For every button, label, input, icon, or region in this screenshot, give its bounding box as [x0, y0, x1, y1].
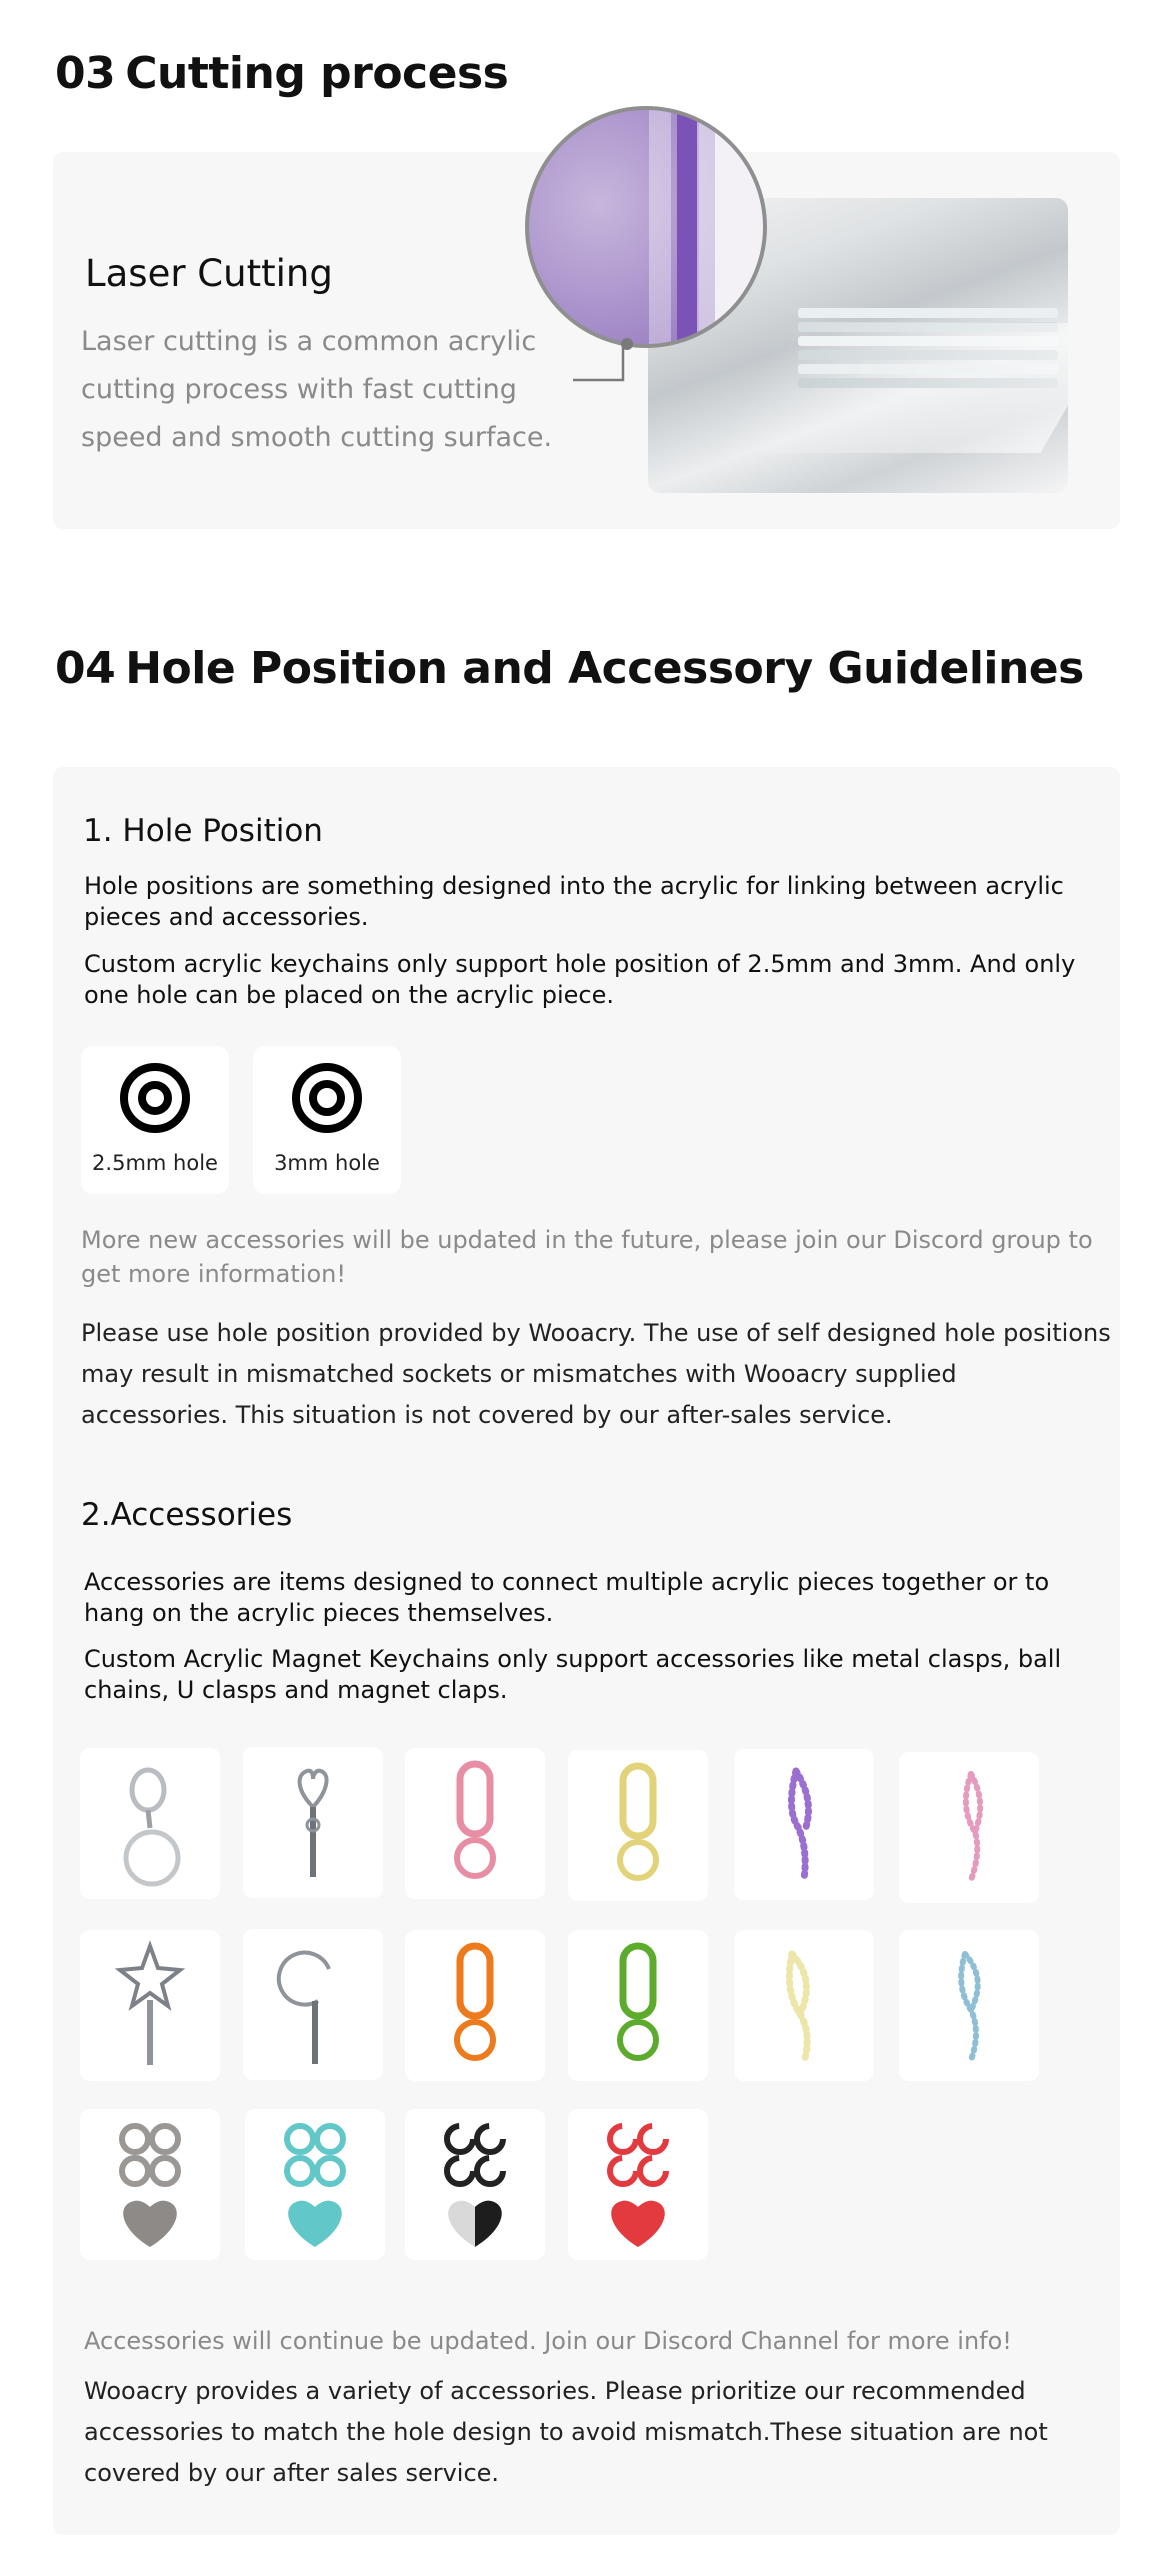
hole-3mm-icon: [290, 1061, 364, 1135]
cream-ball-chain-icon: [734, 1930, 874, 2081]
green-u-clasp-icon: [568, 1930, 708, 2081]
magnified-edge-lens: [525, 106, 767, 348]
pink-ball-chain-icon: [899, 1752, 1039, 1903]
hole-position-warning: Please use hole position provided by Wooacry. The use of self designed hole positions may result in mismatched sockets or mismatches with Wooacry supplied accessories. This situation is not covered by our after-sales service.: [81, 1319, 1111, 1429]
accessories-update-note: Accessories will continue be updated. Join our Discord Channel for more info!: [84, 2327, 1012, 2355]
blue-ball-chain-icon: [899, 1930, 1039, 2081]
section-04-heading: Hole Position and Accessory Guidelines: [125, 643, 1084, 694]
accessory-item: [405, 1748, 545, 1899]
laser-cutting-title: Laser Cutting: [85, 252, 333, 295]
cutting-process-card: [53, 152, 1120, 529]
section-04-title: [55, 643, 1084, 694]
hole-2-5mm-icon: [118, 1061, 192, 1135]
accessory-item: [568, 1750, 708, 1901]
section-04-number: 04: [55, 643, 116, 694]
accessory-item: [899, 1930, 1039, 2081]
callout-dot: [621, 338, 633, 350]
accessory-item: [405, 2109, 545, 2260]
accessories-text-2: Custom Acrylic Magnet Keychains only support accessories like metal clasps, ball chains, U clasps and magnet claps.: [84, 1645, 1062, 1704]
accessory-item: [734, 1930, 874, 2081]
hole-position-text-1: Hole positions are something designed into the acrylic for linking between acrylic pieces and accessories.: [84, 872, 1064, 931]
pink-u-clasp-icon: [405, 1748, 545, 1899]
hole-option-label: 2.5mm hole: [92, 1151, 218, 1175]
heart-clasp-icon: [243, 1747, 383, 1898]
laser-cutting-description: Laser cutting is a common acrylic cutting process with fast cutting speed and smooth cutting surface.: [81, 326, 553, 453]
hole-position-text-2: Custom acrylic keychains only support hole position of 2.5mm and 3mm. And only one hole can be placed on the acrylic piece.: [84, 950, 1076, 1009]
hole-option-label: 3mm hole: [274, 1151, 380, 1175]
silver-magnet-clasp-icon: [80, 2109, 220, 2260]
purple-ball-chain-icon: [734, 1749, 874, 1900]
accessory-item: [568, 1930, 708, 2081]
black-white-magnet-clasp-icon: [405, 2109, 545, 2260]
hole-update-note: More new accessories will be updated in the future, please join our Discord group to get more information!: [81, 1226, 1093, 1288]
accessory-item: [80, 1930, 220, 2081]
hole-position-title: 1. Hole Position: [83, 813, 323, 849]
accessory-item: [243, 1929, 383, 2080]
guidelines-card: [53, 767, 1120, 2535]
accessory-item: [899, 1752, 1039, 1903]
accessory-item: [568, 2109, 708, 2260]
section-03-heading: Cutting process: [125, 48, 509, 99]
accessory-item: [80, 2109, 220, 2260]
section-03-title: [55, 48, 508, 99]
section-03-number: 03: [55, 48, 116, 99]
orange-u-clasp-icon: [405, 1930, 545, 2081]
yellow-u-clasp-icon: [568, 1750, 708, 1901]
keyring-clasp-icon: [243, 1929, 383, 2080]
accessories-footer-note: Wooacry provides a variety of accessories. Please prioritize our recommended accessories to match the hole design to avoid mismatch.These situation are not covered by our after sales service.: [84, 2377, 1048, 2487]
accessory-item: [80, 1748, 220, 1899]
accessory-item: [245, 2109, 385, 2260]
accessory-item: [405, 1930, 545, 2081]
callout-line: [573, 337, 653, 387]
lobster-clasp-icon: [80, 1748, 220, 1899]
hole-option-2-5mm: [81, 1046, 229, 1194]
turquoise-magnet-clasp-icon: [245, 2109, 385, 2260]
hole-option-3mm: [253, 1046, 401, 1194]
accessory-item: [243, 1747, 383, 1898]
accessories-text-1: Accessories are items designed to connect multiple acrylic pieces together or to hang on the acrylic pieces themselves.: [84, 1568, 1050, 1627]
star-clasp-icon: [80, 1930, 220, 2081]
red-magnet-clasp-icon: [568, 2109, 708, 2260]
accessory-item: [734, 1749, 874, 1900]
accessories-title: 2.Accessories: [81, 1497, 293, 1533]
